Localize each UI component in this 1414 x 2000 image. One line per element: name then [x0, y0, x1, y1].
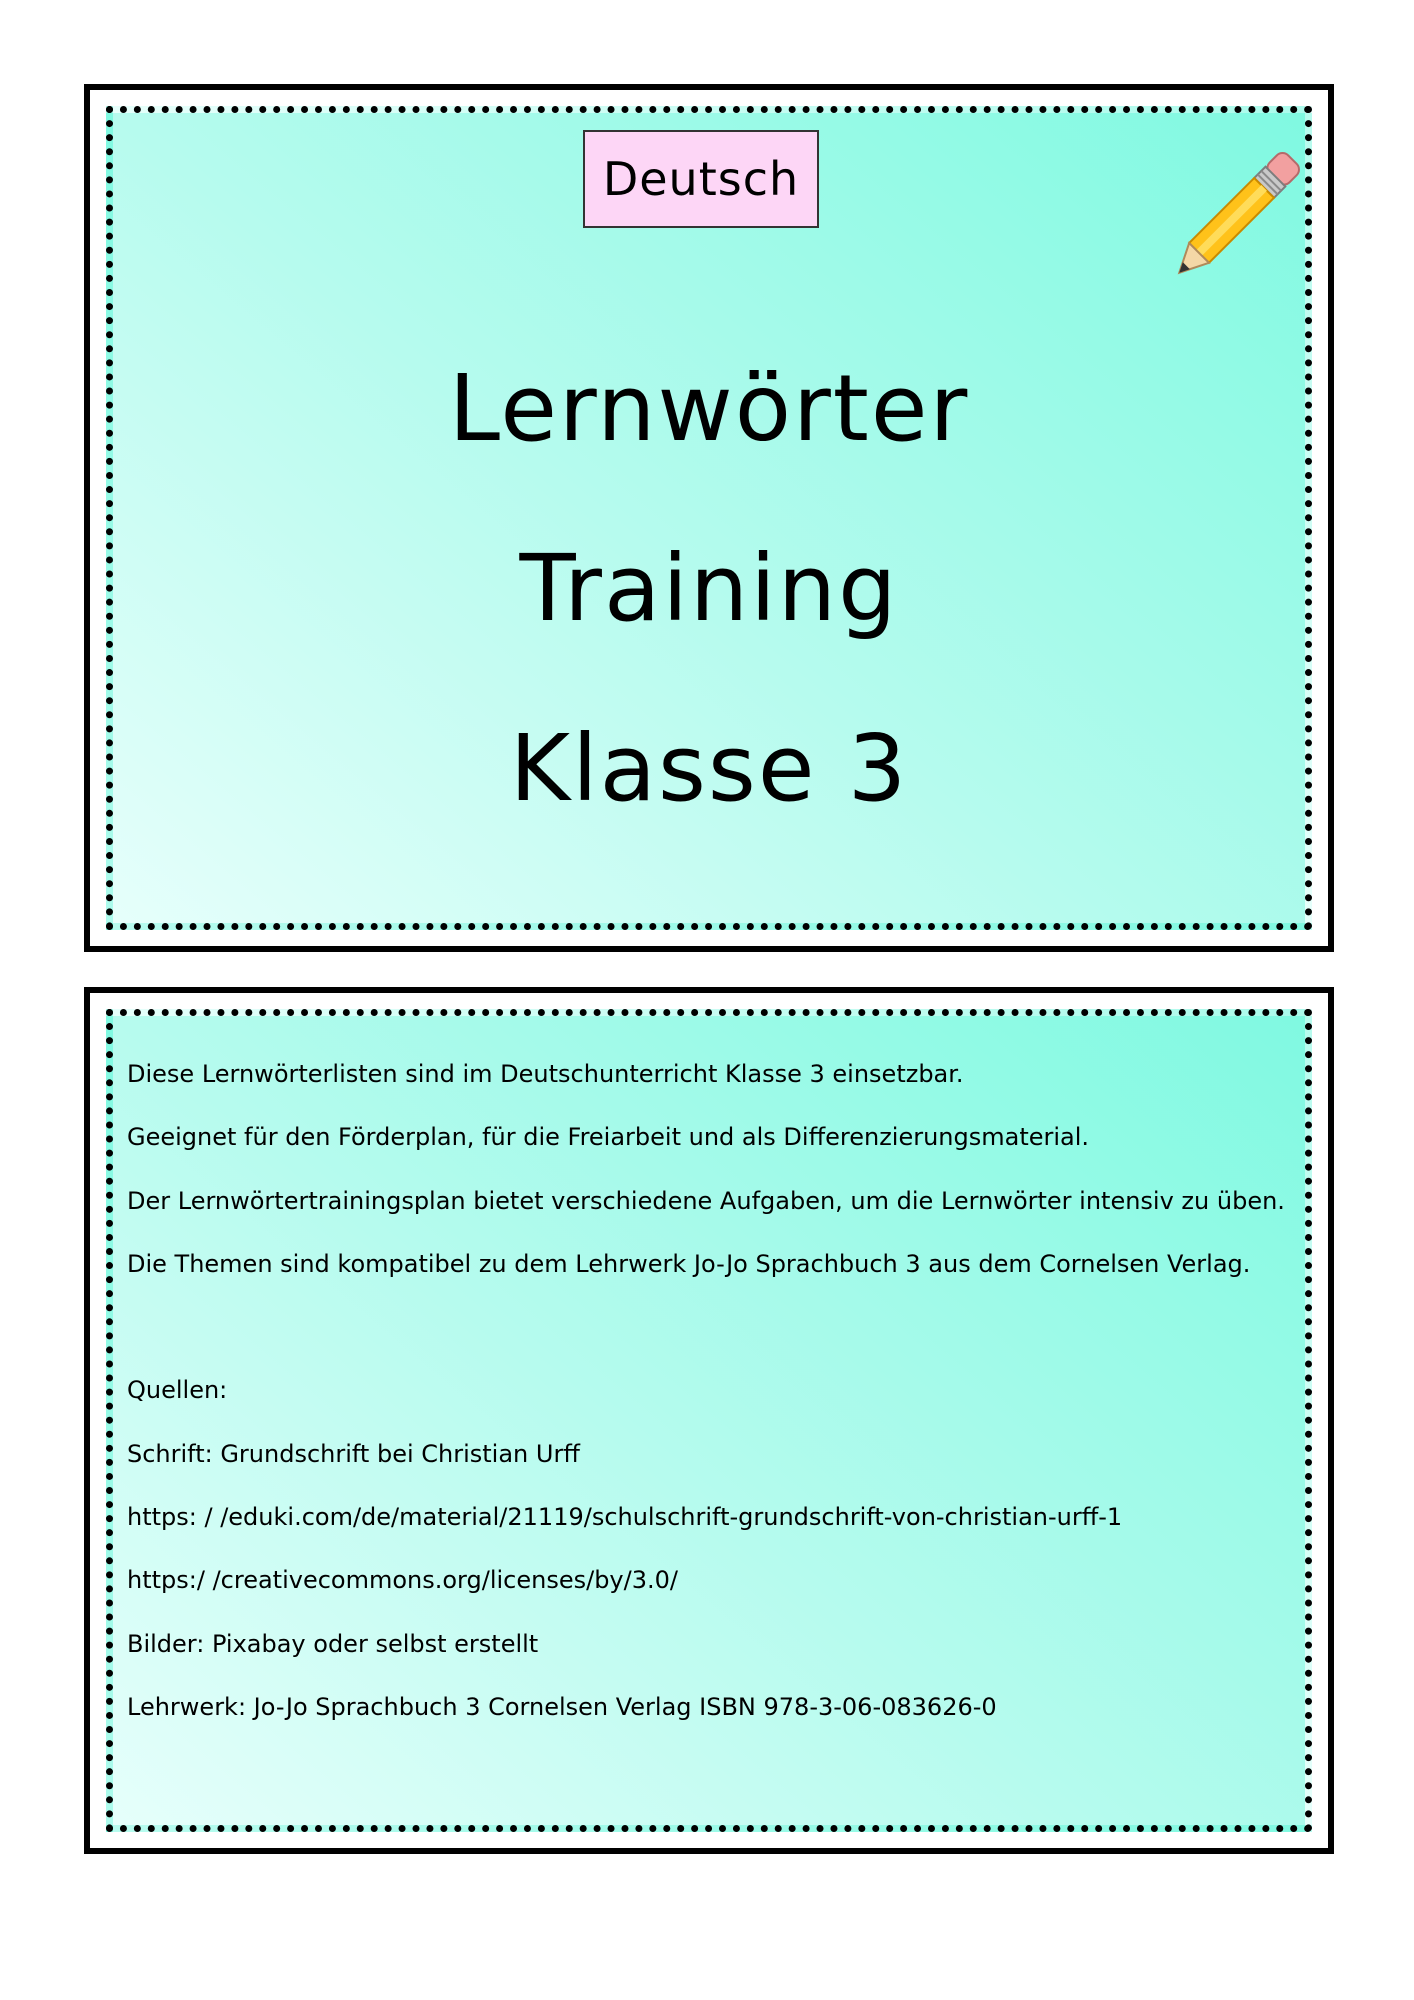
cover-panel: [106, 106, 1312, 930]
info-card: [84, 987, 1334, 1854]
sources-heading: Quellen:: [127, 1376, 228, 1405]
info-line: Der Lernwörtertrainingsplan bietet verschiedene Aufgaben, um die Lernwörter intensiv zu üben.: [127, 1186, 1285, 1215]
info-line: Geeignet für den Förderplan, für die Freiarbeit und als Differenzierungsmaterial.: [127, 1123, 1090, 1152]
source-link: https: / /eduki.com/de/material/21119/schulschrift-grundschrift-von-christian-urff-1: [127, 1503, 1123, 1532]
info-line: Die Themen sind kompatibel zu dem Lehrwerk Jo-Jo Sprachbuch 3 aus dem Cornelsen Verlag.: [127, 1249, 1251, 1278]
pencil-icon: [1153, 139, 1313, 299]
spacer: [127, 1313, 1285, 1376]
info-panel: [106, 1009, 1312, 1832]
title-line-3: Klasse 3: [509, 715, 909, 822]
source-line: Lehrwerk: Jo-Jo Sprachbuch 3 Cornelsen Verlag ISBN 978-3-06-083626-0: [127, 1692, 997, 1721]
title-line-2: Training: [519, 535, 899, 642]
source-line: Schrift: Grundschrift bei Christian Urff: [127, 1439, 580, 1468]
info-text: [127, 1060, 1285, 1756]
source-link: https:/ /creativecommons.org/licenses/by/3.0/: [127, 1566, 678, 1595]
title-line-1: Lernwörter: [448, 355, 970, 462]
cover-card: [84, 84, 1334, 952]
info-line: Diese Lernwörterlisten sind im Deutschunterricht Klasse 3 einsetzbar.: [127, 1060, 964, 1088]
source-line: Bilder: Pixabay oder selbst erstellt: [127, 1629, 539, 1658]
subject-label: Deutsch: [583, 130, 819, 228]
